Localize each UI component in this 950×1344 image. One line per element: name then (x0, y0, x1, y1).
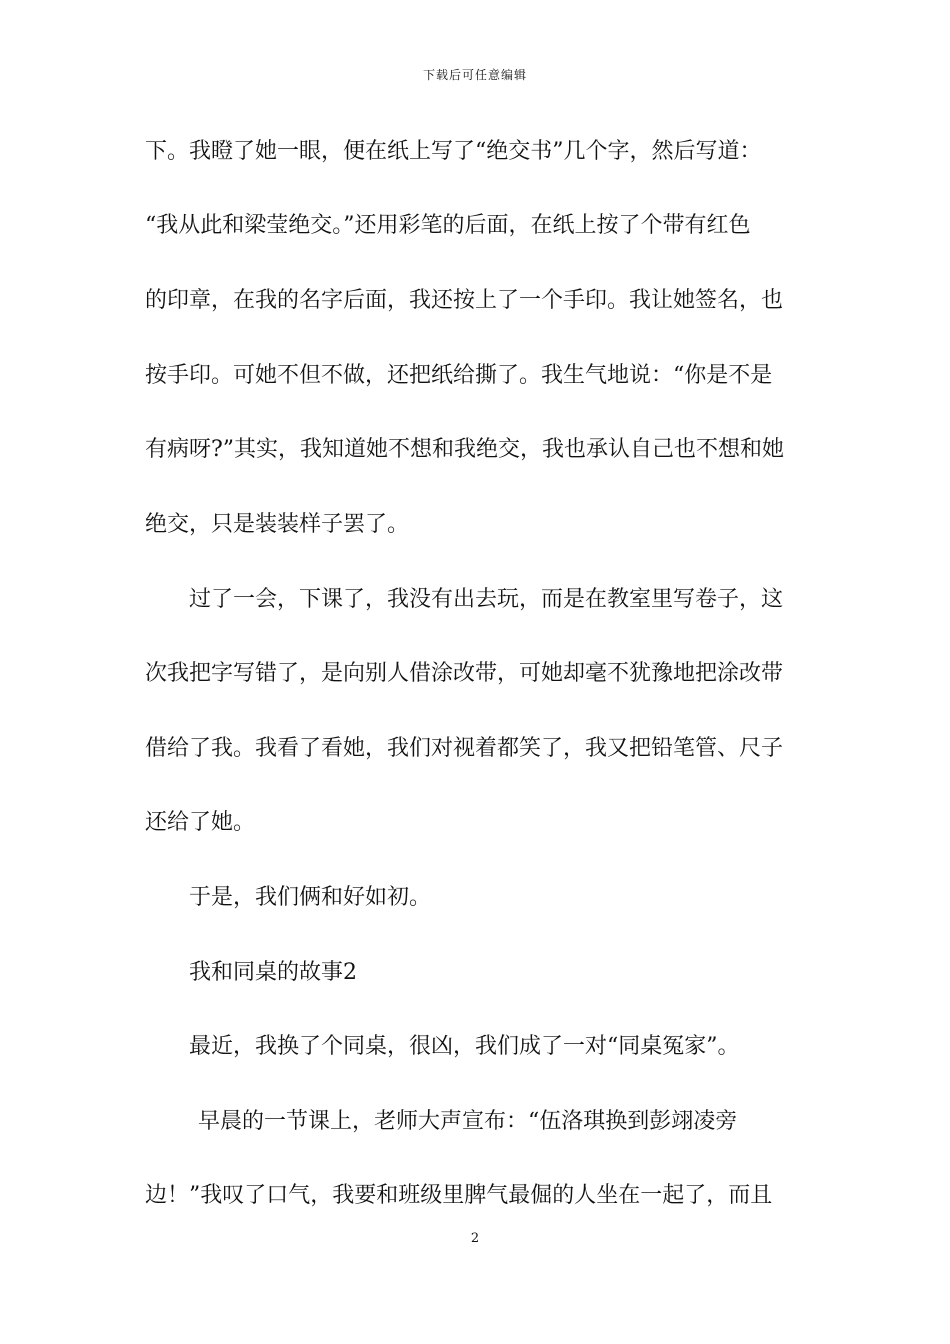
text-line: 早晨的一节课上，老师大声宣布：“伍洛琪换到彭翊凌旁 (198, 1109, 738, 1134)
text-line: 最近，我换了个同桌，很凶，我们成了一对“同桌冤家”。 (189, 1034, 740, 1059)
text-line: 次我把字写错了，是向别人借涂改带，可她却毫不犹豫地把涂改带 (145, 661, 784, 686)
page-header: 下载后可任意编辑 (422, 68, 527, 82)
text-line: 借给了我。我看了看她，我们对视着都笑了，我又把铅笔管、尺子 (145, 736, 784, 761)
text-line: 有病呀?”其实，我知道她不想和我绝交，我也承认自己也不想和她 (145, 437, 785, 462)
section-heading: 我和同桌的故事2 (189, 960, 357, 985)
text-line: “我从此和梁莹绝交。”还用彩笔的后面，在纸上按了个带有红色 (145, 213, 751, 238)
text-line: 绝交，只是装装样子罢了。 (145, 512, 410, 537)
text-line: 按手印。可她不但不做，还把纸给撕了。我生气地说：“你是不是 (145, 363, 773, 388)
text-line: 边！”我叹了口气，我要和班级里脾气最倔的人坐在一起了，而且 (145, 1183, 773, 1208)
text-line: 还给了她。 (145, 810, 256, 835)
text-line: 于是，我们俩和好如初。 (189, 885, 432, 910)
text-line: 的印章，在我的名字后面，我还按上了一个手印。我让她签名，也 (145, 288, 784, 313)
page-number: 2 (470, 1231, 480, 1246)
text-line: 过了一会，下课了，我没有出去玩，而是在教室里写卷子，这 (189, 587, 784, 612)
text-line: 下。我瞪了她一眼，便在纸上写了“绝交书”几个字，然后写道： (145, 139, 762, 164)
